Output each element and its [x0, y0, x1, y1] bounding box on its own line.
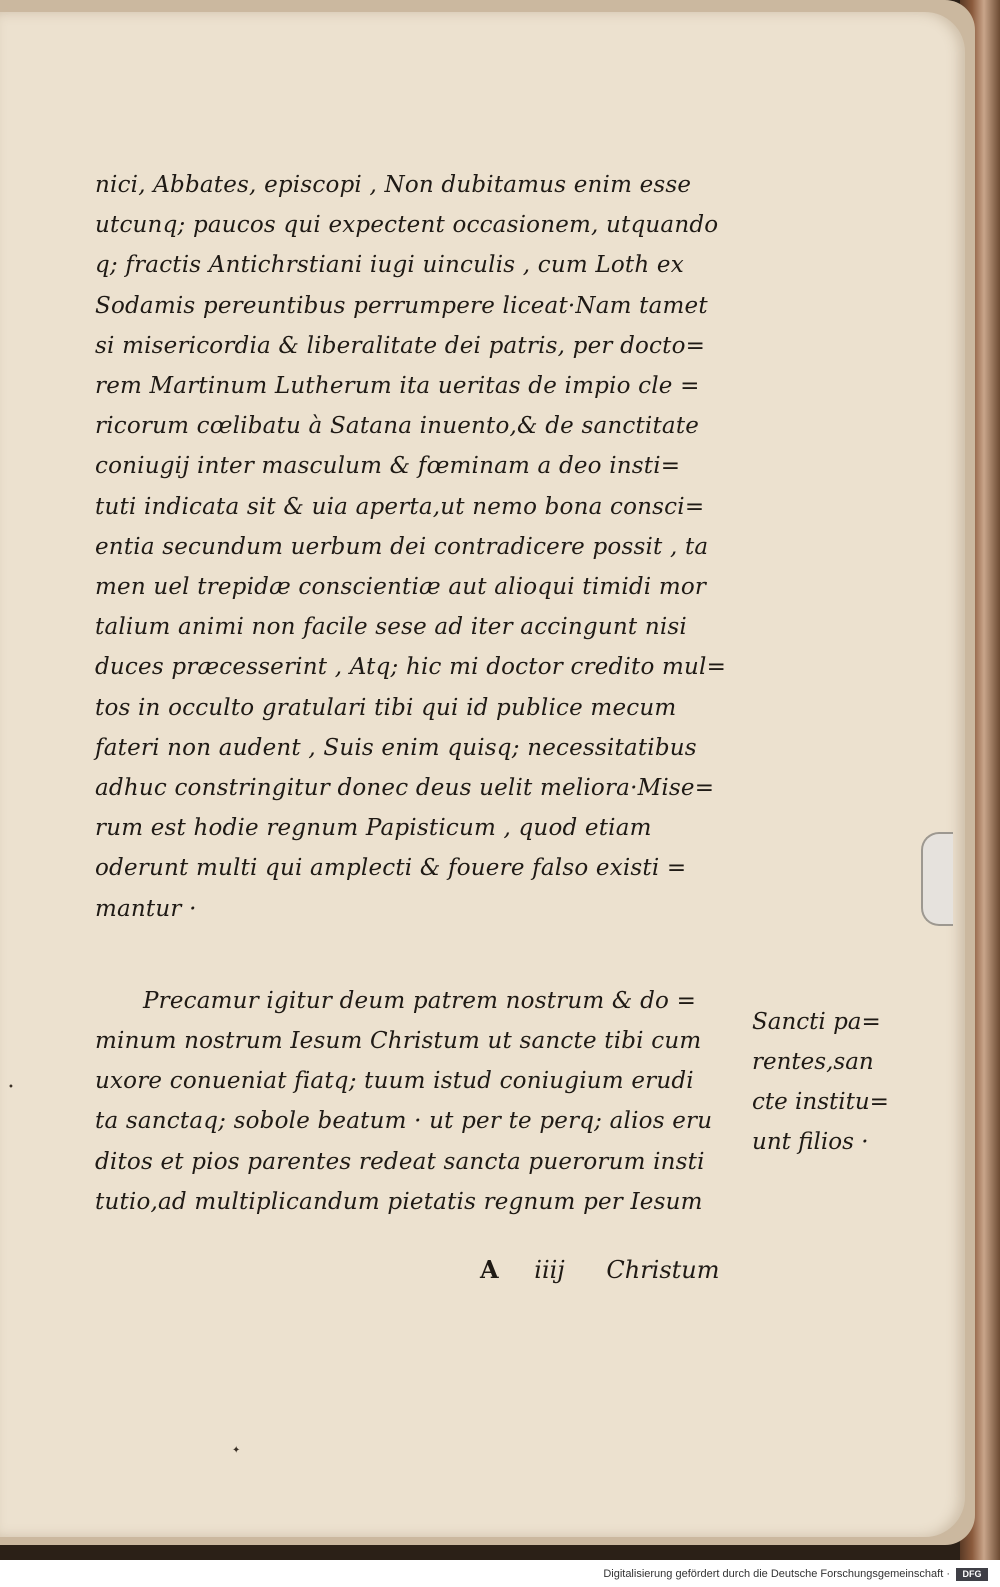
text-line: Sodamis pereuntibus perrumpere liceat·Nam tamet — [95, 292, 708, 319]
text-line: talium animi non facile sese ad iter accingunt nisi — [95, 614, 687, 641]
marginal-line: rentes,san — [752, 1049, 874, 1075]
text-line: oderunt multi qui amplecti & fouere falso existi = — [95, 855, 687, 882]
text-line: rem Martinum Lutherum ita ueritas de impio cle = — [95, 373, 700, 400]
main-text — [95, 165, 725, 1222]
text-line: nici, Abbates, episcopi , Non dubitamus enim esse — [95, 172, 692, 198]
marginal-line: unt filios · — [752, 1129, 869, 1155]
text-line: duces præcesserint , Atq; hic mi doctor credito mul= — [95, 654, 727, 681]
text-line: q; fractis Antichrstiani iugi uinculis , cum Loth ex — [95, 252, 684, 279]
speck-mark: • — [8, 1082, 14, 1093]
text-line: tutio,ad multiplicandum pietatis regnum per Iesum — [95, 1188, 703, 1215]
text-line: si misericordia & liberalitate dei patris, per docto= — [95, 332, 706, 359]
text-line: utcunq; paucos qui expectent occasionem, utquando — [95, 212, 719, 239]
marginal-line: cte institu= — [752, 1089, 889, 1115]
catchword: Christum — [606, 1256, 720, 1284]
footer-bar — [0, 1560, 1000, 1587]
speck-mark: ✦ — [232, 1445, 241, 1456]
text-line: mantur · — [95, 895, 197, 922]
text-line: Precamur igitur deum patrem nostrum & do = — [143, 987, 697, 1014]
text-line: ricorum cœlibatu à Satana inuento,& de sanctitate — [95, 413, 700, 440]
text-line: entia secundum uerbum dei contradicere possit , ta — [95, 533, 709, 560]
text-line: adhuc constringitur donec deus uelit meliora·Mise= — [95, 775, 715, 802]
marginal-note — [752, 1002, 922, 1162]
text-line: rum est hodie regnum Papisticum , quod etiam — [95, 815, 652, 842]
signature-number: iiij — [534, 1256, 565, 1284]
bookmark-tab — [921, 832, 953, 926]
dfg-logo: DFG — [956, 1568, 988, 1581]
text-line: minum nostrum Iesum Christum ut sancte tibi cum — [95, 1028, 702, 1055]
signature-line — [480, 1255, 780, 1284]
text-line: ditos et pios parentes redeat sancta puerorum insti — [95, 1148, 705, 1175]
signature-letter: A — [480, 1255, 499, 1284]
footer-text: Digitalisierung gefördert durch die Deutsche Forschungsgemeinschaft · — [603, 1568, 950, 1580]
marginal-line: Sancti pa= — [752, 1009, 881, 1035]
text-line: uxore conueniat fiatq; tuum istud coniugium erudi — [95, 1068, 694, 1095]
paragraph-gap — [95, 929, 725, 981]
text-line: tuti indicata sit & uia aperta,ut nemo bona consci= — [95, 493, 705, 520]
text-line: men uel trepidæ conscientiæ aut alioqui timidi mor — [95, 574, 707, 601]
text-line: coniugij inter masculum & fœminam a deo insti= — [95, 453, 681, 480]
text-line: fateri non audent , Suis enim quisq; necessitatibus — [95, 734, 697, 761]
text-line: ta sanctaq; sobole beatum · ut per te perq; alios eru — [95, 1108, 713, 1135]
text-line: tos in occulto gratulari tibi qui id publice mecum — [95, 694, 677, 721]
